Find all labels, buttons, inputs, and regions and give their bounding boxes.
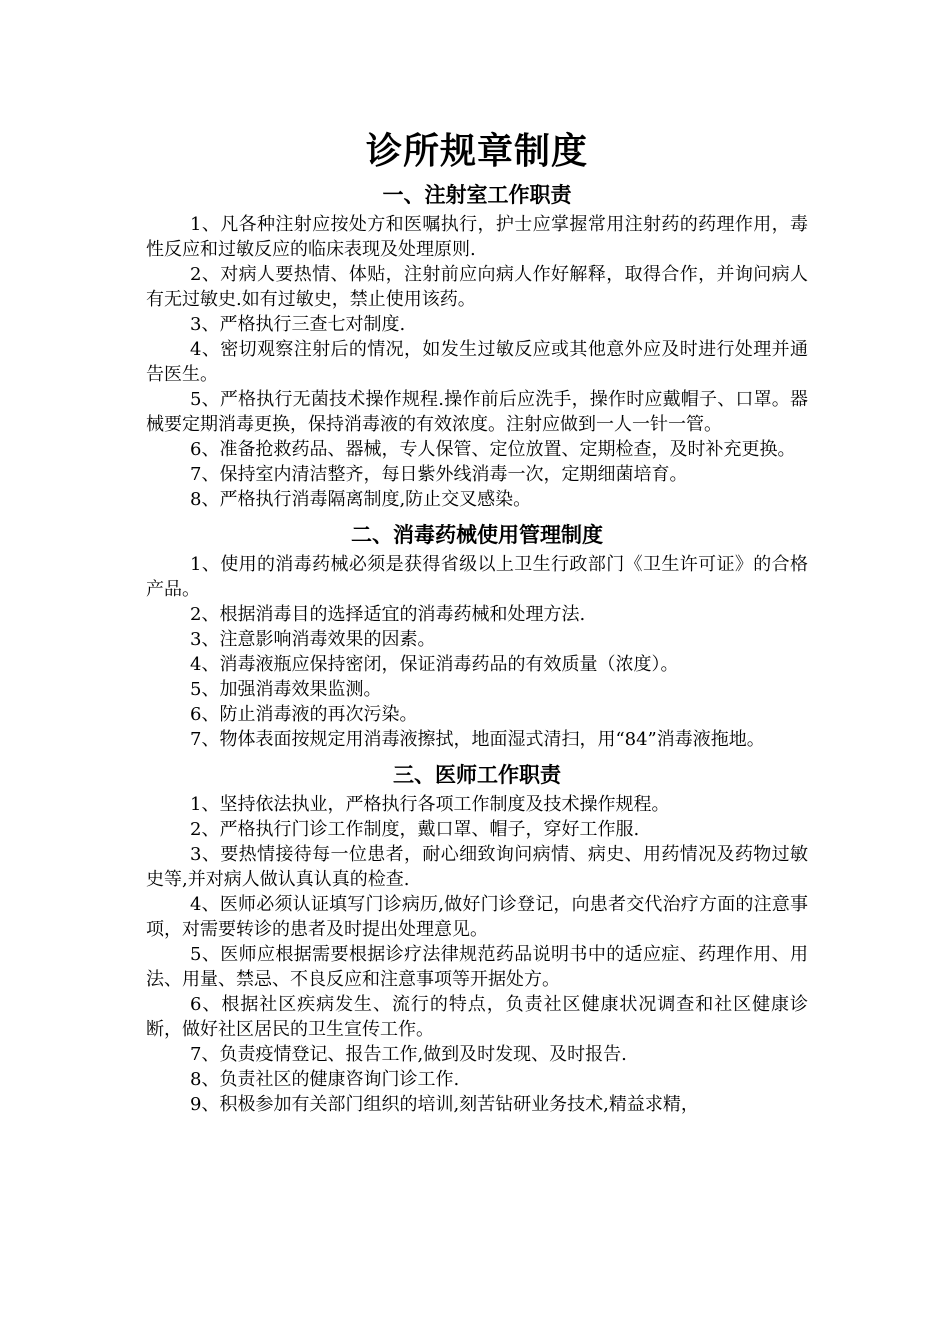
section-body [146,792,808,1117]
paragraph: 3、注意影响消毒效果的因素。 [190,629,436,650]
paragraph: 7、物体表面按规定用消毒液擦拭，地面湿式清扫，用“84”消毒液拖地。 [190,729,765,750]
paragraph: 3、严格执行三查七对制度. [190,314,406,335]
paragraph: 2、对病人要热情、体贴，注射前应向病人作好解释，取得合作，并询问病人有无过敏史.如有过敏史，禁止使用该药。 [146,264,808,310]
paragraph: 2、根据消毒目的选择适宜的消毒药械和处理方法. [190,604,586,625]
paragraph: 5、加强消毒效果监测。 [190,679,382,700]
section-injection-room [146,180,808,512]
paragraph: 3、要热情接待每一位患者，耐心细致询问病情、病史、用药情况及药物过敏史等,并对病人做认真认真的检查. [146,844,808,890]
document-page [146,128,808,1117]
section-heading: 一、注射室工作职责 [382,183,572,207]
section-body [146,212,808,512]
section-physician [146,760,808,1117]
section-heading: 二、消毒药械使用管理制度 [351,523,603,547]
section-body [146,552,808,752]
paragraph: 4、消毒液瓶应保持密闭，保证消毒药品的有效质量（浓度）。 [190,654,679,675]
paragraph: 4、密切观察注射后的情况，如发生过敏反应或其他意外应及时进行处理并通告医生。 [146,339,808,385]
paragraph: 9、积极参加有关部门组织的培训,刻苦钻研业务技术,精益求精， [190,1094,699,1115]
paragraph: 2、严格执行门诊工作制度，戴口罩、帽子，穿好工作服. [190,819,640,840]
paragraph: 7、保持室内清洁整齐，每日紫外线消毒一次，定期细菌培育。 [190,464,688,485]
section-disinfection [146,520,808,752]
paragraph: 1、使用的消毒药械必须是获得省级以上卫生行政部门《卫生许可证》的合格产品。 [146,554,808,600]
paragraph: 8、严格执行消毒隔离制度,防止交叉感染。 [190,489,532,510]
paragraph: 4、医师必须认证填写门诊病历,做好门诊登记，向患者交代治疗方面的注意事项，对需要转诊的患者及时提出处理意见。 [146,894,808,940]
paragraph: 6、根据社区疾病发生、流行的特点，负责社区健康状况调查和社区健康诊断，做好社区居民的卫生宣传工作。 [146,994,808,1040]
paragraph: 5、医师应根据需要根据诊疗法律规范药品说明书中的适应症、药理作用、用法、用量、禁忌、不良反应和注意事项等开据处方。 [146,944,808,990]
section-heading: 三、医师工作职责 [393,763,561,787]
document-title: 诊所规章制度 [365,131,588,172]
paragraph: 8、负责社区的健康咨询门诊工作. [190,1069,460,1090]
paragraph: 5、严格执行无菌技术操作规程.操作前后应洗手，操作时应戴帽子、口罩。器械要定期消毒更换，保持消毒液的有效浓度。注射应做到一人一针一管。 [146,389,808,435]
paragraph: 1、凡各种注射应按处方和医嘱执行，护士应掌握常用注射药的药理作用，毒性反应和过敏反应的临床表现及处理原则. [146,214,808,260]
paragraph: 6、防止消毒液的再次污染。 [190,704,418,725]
paragraph: 1、坚持依法执业，严格执行各项工作制度及技术操作规程。 [190,794,670,815]
paragraph: 6、准备抢救药品、器械，专人保管、定位放置、定期检查，及时补充更换。 [190,439,796,460]
paragraph: 7、负责疫情登记、报告工作,做到及时发现、及时报告. [190,1044,627,1065]
